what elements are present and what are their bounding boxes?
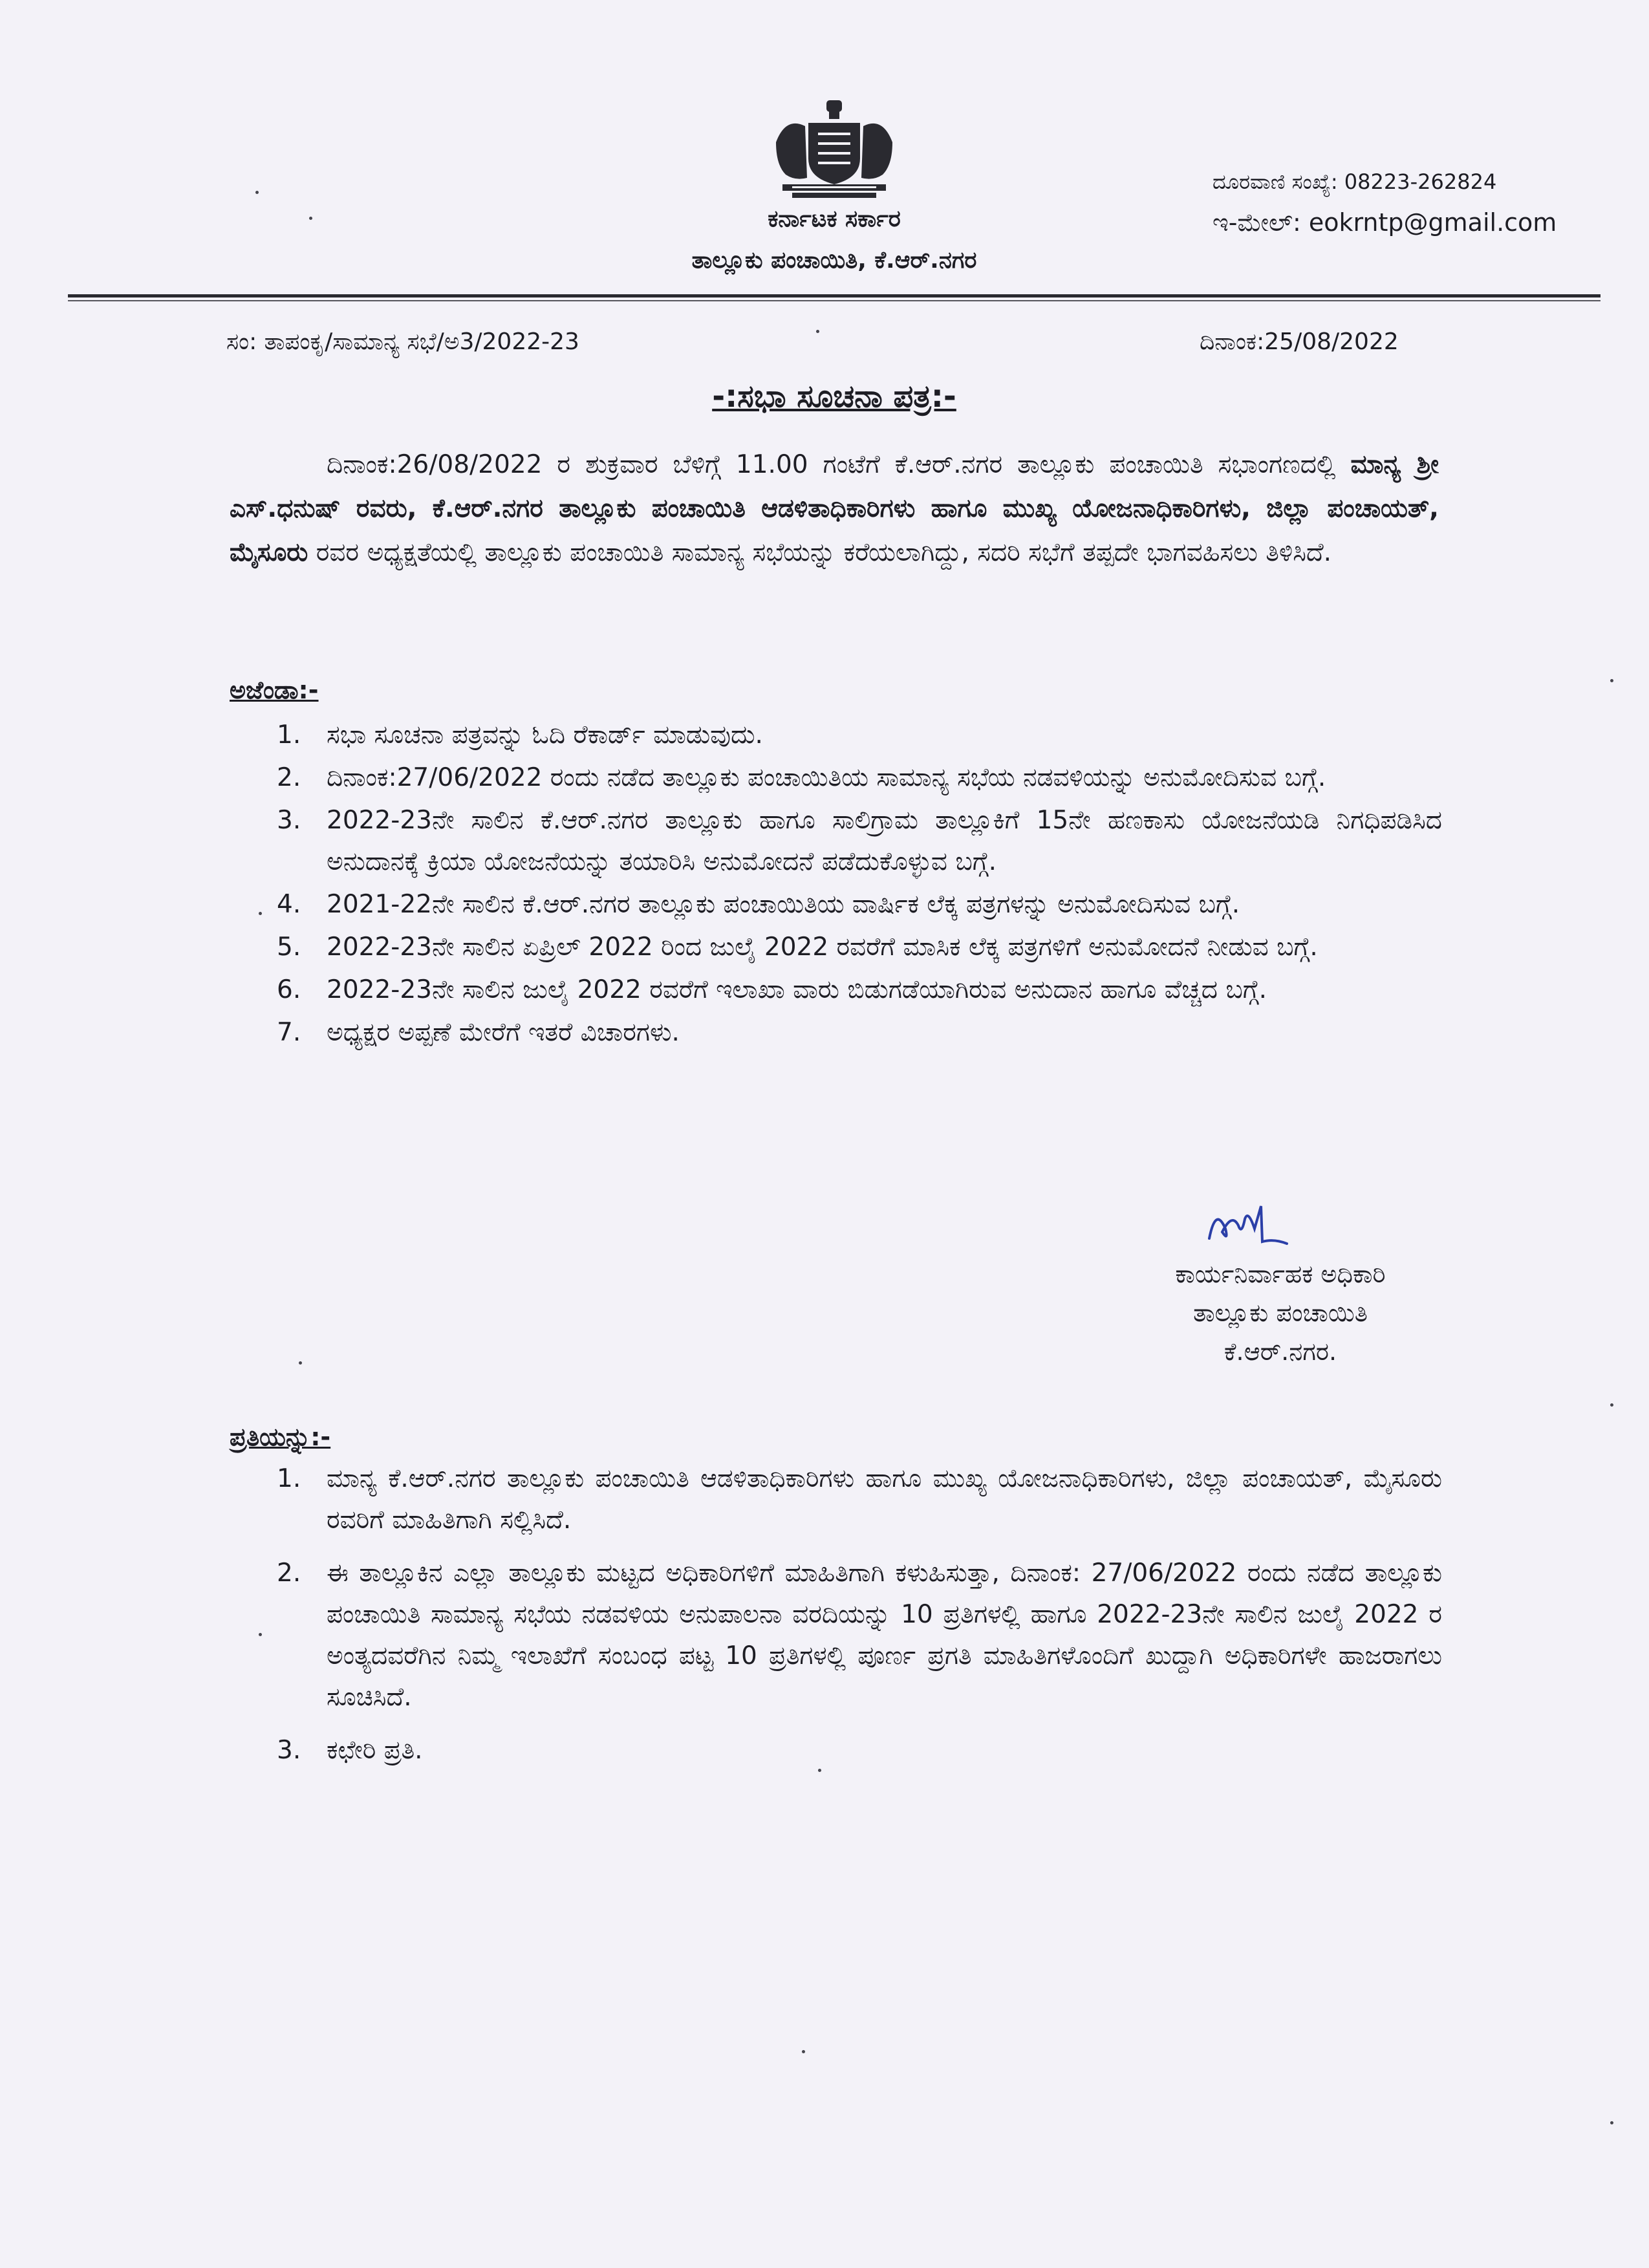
reference-number: ಸಂ: ತಾಪಂಕೃ/ಸಾಮಾನ್ಯ ಸಭೆ/ಅ3/2022-23	[226, 329, 579, 355]
header-divider	[68, 294, 1600, 297]
email-address: ಇ-ಮೇಲ್: eokrntp@gmail.com	[1212, 208, 1557, 237]
agenda-item-text: 2022-23ನೇ ಸಾಲಿನ ಏಪ್ರಿಲ್ 2022 ರಿಂದ ಜುಲೈ 2022 ರವರೆಗೆ ಮಾಸಿಕ ಲೆಕ್ಕ ಪತ್ರಗಳಿಗೆ ಅನುಮೋದನೆ ನೀಡುವ ಬಗ್ಗೆ.	[327, 933, 1318, 962]
agenda-item-number: 6.	[277, 975, 301, 1004]
agenda-heading: ಅಜೆಂಡಾ:-	[230, 676, 319, 704]
notice-body	[230, 443, 1439, 575]
notice-title	[647, 378, 1022, 415]
scan-speck	[816, 330, 819, 333]
office-name: ತಾಲ್ಲೂಕು ಪಂಚಾಯಿತಿ, ಕೆ.ಆರ್.ನಗರ	[691, 247, 977, 274]
agenda-item-text: 2021-22ನೇ ಸಾಲಿನ ಕೆ.ಆರ್.ನಗರ ತಾಲ್ಲೂಕು ಪಂಚಾಯಿತಿಯ ವಾರ್ಷಿಕ ಲೆಕ್ಕ ಪತ್ರಗಳನ್ನು ಅನುಮೋದಿಸುವ ಬಗ್ಗೆ.	[327, 890, 1240, 919]
agenda-item	[272, 884, 1442, 925]
scan-speck	[299, 1361, 302, 1365]
copy-item-text: ಕಛೇರಿ ಪ್ರತಿ.	[327, 1736, 423, 1765]
agenda-item	[272, 1012, 1442, 1053]
copy-item-text: ಈ ತಾಲ್ಲೂಕಿನ ಎಲ್ಲಾ ತಾಲ್ಲೂಕು ಮಟ್ಟದ ಅಧಿಕಾರಿಗಳಿಗೆ ಮಾಹಿತಿಗಾಗಿ ಕಳುಹಿಸುತ್ತಾ, ದಿನಾಂಕ: 27/06/2022 ರಂದು ನಡೆದ ತಾಲ್ಲೂಕು ಪಂಚಾಯಿತಿ ಸಾಮಾನ್ಯ ಸಭೆಯ ನಡವಳಿಯ ಅನುಪಾಲನಾ ವರದಿಯನ್ನು 10 ಪ್ರತಿಗಳಲ್ಲಿ ಹಾಗೂ 2022-23ನೇ ಸಾಲಿನ ಜುಲೈ 2022 ರ ಅಂತ್ಯದವರೆಗಿನ ನಿಮ್ಮ ಇಲಾಖೆಗೆ ಸಂಬಂಧ ಪಟ್ಟ 10 ಪ್ರತಿಗಳಲ್ಲಿ ಪೂರ್ಣ ಪ್ರಗತಿ ಮಾಹಿತಿಗಳೊಂದಿಗೆ ಖುದ್ದಾಗಿ ಅಧಿಕಾರಿಗಳೇ ಹಾಜರಾಗಲು ಸೂಚಿಸಿದೆ.	[327, 1559, 1442, 1712]
body-bold-dignitary: ಮಾನ್ಯ ಶ್ರೀ ಎಸ್.ಧನುಷ್ ರವರು, ಕೆ.ಆರ್.ನಗರ ತಾಲ್ಲೂಕು ಪಂಚಾಯಿತಿ ಆಡಳಿತಾಧಿಕಾರಿಗಳು ಹಾಗೂ ಮುಖ್ಯ ಯೋಜನಾಧಿಕಾರಿಗಳು, ಜಿಲ್ಲಾ ಪಂಚಾಯತ್, ಮೈಸೂರು	[230, 450, 1439, 567]
signatory-place: ಕೆ.ಆರ್.ನಗರ.	[1223, 1337, 1337, 1366]
agenda-item	[272, 757, 1442, 799]
copy-recipient-item	[272, 1553, 1442, 1718]
copy-item-text: ಮಾನ್ಯ ಕೆ.ಆರ್.ನಗರ ತಾಲ್ಲೂಕು ಪಂಚಾಯಿತಿ ಆಡಳಿತಾಧಿಕಾರಿಗಳು ಹಾಗೂ ಮುಖ್ಯ ಯೋಜನಾಧಿಕಾರಿಗಳು, ಜಿಲ್ಲಾ ಪಂಚಾಯತ್, ಮೈಸೂರು ರವರಿಗೆ ಮಾಹಿತಿಗಾಗಿ ಸಲ್ಲಿಸಿದೆ.	[327, 1464, 1442, 1535]
scan-speck	[259, 912, 262, 915]
state-emblem-icon	[770, 97, 899, 204]
scan-speck	[818, 1769, 821, 1772]
header-divider-thin	[68, 300, 1600, 301]
notice-title-text: -:ಸಭಾ ಸೂಚನಾ ಪತ್ರ:-	[712, 378, 956, 415]
agenda-item-number: 3.	[277, 806, 301, 835]
officer-signature	[1203, 1193, 1293, 1258]
agenda-item-number: 4.	[277, 890, 301, 919]
agenda-item-number: 2.	[277, 763, 301, 792]
phone-number: ದೂರವಾಣಿ ಸಂಖ್ಯೆ: 08223-262824	[1212, 169, 1497, 194]
copy-item-number: 2.	[277, 1559, 301, 1588]
government-name: ಕರ್ನಾಟಕ ಸರ್ಕಾರ	[768, 206, 901, 232]
scan-speck	[802, 2050, 805, 2053]
agenda-item-text: ಸಭಾ ಸೂಚನಾ ಪತ್ರವನ್ನು ಓದಿ ರೆಕಾರ್ಡ್ ಮಾಡುವುದು.	[327, 720, 763, 750]
agenda-item	[272, 969, 1442, 1011]
agenda-item-text: ದಿನಾಂಕ:27/06/2022 ರಂದು ನಡೆದ ತಾಲ್ಲೂಕು ಪಂಚಾಯಿತಿಯ ಸಾಮಾನ್ಯ ಸಭೆಯ ನಡವಳಿಯನ್ನು ಅನುಮೋದಿಸುವ ಬಗ್ಗೆ.	[327, 763, 1326, 792]
agenda-item-text: 2022-23ನೇ ಸಾಲಿನ ಜುಲೈ 2022 ರವರೆಗೆ ಇಲಾಖಾ ವಾರು ಬಿಡುಗಡೆಯಾಗಿರುವ ಅನುದಾನ ಹಾಗೂ ವೆಚ್ಚದ ಬಗ್ಗೆ.	[327, 975, 1267, 1004]
agenda-item	[272, 927, 1442, 968]
reference-date: ದಿನಾಂಕ:25/08/2022	[1200, 329, 1399, 355]
copies-heading: ಪ್ರತಿಯನ್ನು:-	[230, 1423, 331, 1451]
copy-item-number: 3.	[277, 1736, 301, 1765]
body-part-2: ರವರ ಅಧ್ಯಕ್ಷತೆಯಲ್ಲಿ ತಾಲ್ಲೂಕು ಪಂಚಾಯಿತಿ ಸಾಮಾನ್ಯ ಸಭೆಯನ್ನು ಕರೆಯಲಾಗಿದ್ದು, ಸದರಿ ಸಭೆಗೆ ತಪ್ಪದೇ ಭಾಗವಹಿಸಲು ತಿಳಿಸಿದೆ.	[308, 538, 1332, 567]
scan-speck	[259, 1633, 262, 1636]
agenda-item	[272, 800, 1442, 883]
agenda-item-number: 7.	[277, 1018, 301, 1047]
agenda-item-number: 5.	[277, 933, 301, 962]
agenda-item-text: ಅಧ್ಯಕ್ಷರ ಅಪ್ಪಣೆ ಮೇರೆಗೆ ಇತರೆ ವಿಚಾರಗಳು.	[327, 1018, 680, 1047]
copy-recipient-item	[272, 1458, 1442, 1541]
signatory-designation: ಕಾರ್ಯನಿರ್ವಾಹಕ ಅಧಿಕಾರಿ	[1175, 1260, 1386, 1288]
agenda-item-text: 2022-23ನೇ ಸಾಲಿನ ಕೆ.ಆರ್.ನಗರ ತಾಲ್ಲೂಕು ಹಾಗೂ ಸಾಲಿಗ್ರಾಮ ತಾಲ್ಲೂಕಿಗೆ 15ನೇ ಹಣಕಾಸು ಯೋಜನೆಯಡಿ ನಿಗಧಿಪಡಿಸಿದ ಅನುದಾನಕ್ಕೆ ಕ್ರಿಯಾ ಯೋಜನೆಯನ್ನು ತಯಾರಿಸಿ ಅನುಮೋದನೆ ಪಡೆದುಕೊಳ್ಳುವ ಬಗ್ಗೆ.	[327, 806, 1442, 876]
agenda-item	[272, 715, 1442, 756]
scan-speck	[1610, 679, 1613, 682]
signatory-office: ತಾಲ್ಲೂಕು ಪಂಚಾಯಿತಿ	[1193, 1299, 1368, 1327]
copy-item-number: 1.	[277, 1464, 301, 1493]
scan-speck	[255, 191, 259, 194]
scan-speck	[1610, 2121, 1613, 2124]
agenda-list	[272, 715, 1442, 1055]
scan-speck	[1610, 1403, 1613, 1407]
copy-recipient-item	[272, 1730, 1442, 1771]
agenda-item-number: 1.	[277, 720, 301, 750]
copies-list	[272, 1458, 1442, 1783]
scan-speck	[309, 217, 312, 220]
body-part-1: ದಿನಾಂಕ:26/08/2022 ರ ಶುಕ್ರವಾರ ಬೆಳಿಗ್ಗೆ 11.00 ಗಂಟೆಗೆ ಕೆ.ಆರ್.ನಗರ ತಾಲ್ಲೂಕು ಪಂಚಾಯಿತಿ ಸಭಾಂಗಣದಲ್ಲಿ	[327, 450, 1351, 479]
